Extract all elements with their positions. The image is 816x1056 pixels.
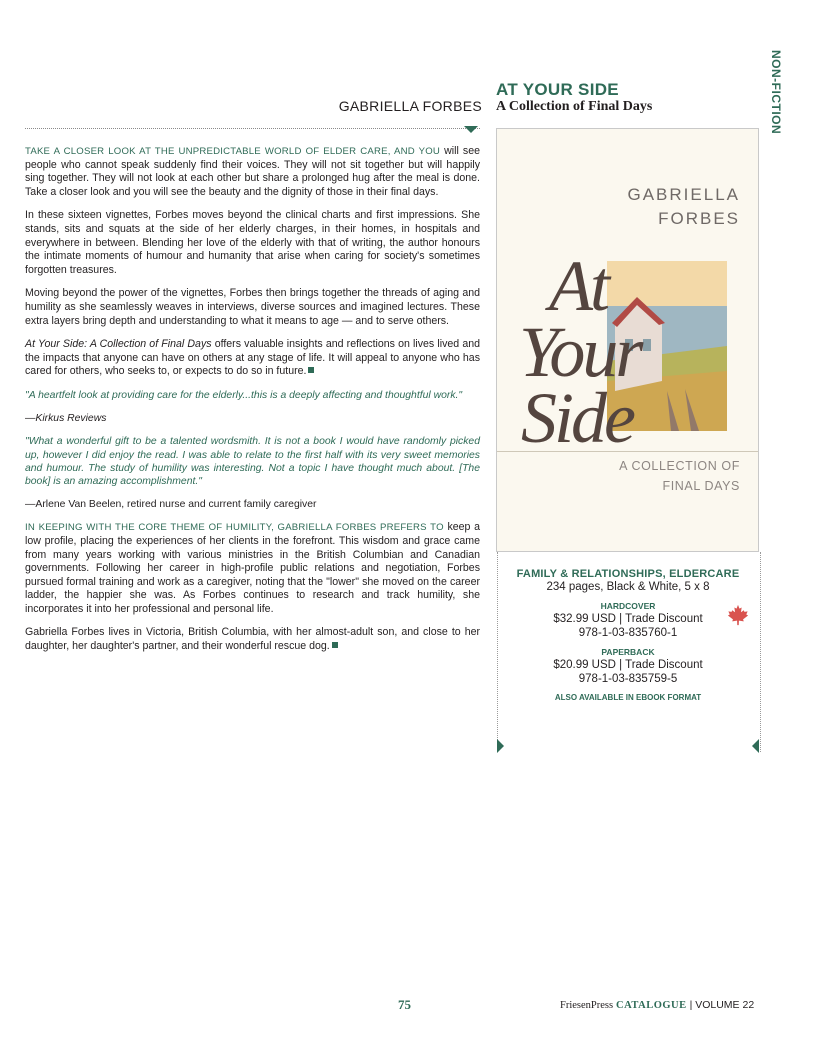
paragraph-author-bio <box>25 521 480 616</box>
paragraph-text: offers valuable insights and reflections on lives lived and the impacts that anyone can have on others at any stage of life. It will appeal to anyone who has cared for others, who seeks to, or expects to do so in future. <box>25 338 480 378</box>
review-quote-reader: "What a wonderful gift to be a talented wordsmith. It is not a book I would have randomly picked up, however I did enjoy the read. I was able to relate to the first half with its very sweet memories and humour. The study of humility was interesting. Not a topic I have thought much about. [The book] is an amazing accomplishment." <box>25 436 480 487</box>
footer-brand: FriesenPress <box>560 1000 614 1011</box>
review-attribution-reader: —Arlene Van Beelen, retired nurse and current family caregiver <box>25 499 317 511</box>
paragraph-vignettes: In these sixteen vignettes, Forbes moves beyond the clinical charts and first impressions. She stands, sits and squats at the side of her elderly charges, in their homes, in hospitals and everywhere in between. Blending her love of the elderly with that of writing, the author honours the intimate moments of humour and humanity that arise when caring for society's sometimes forgotten treasures. <box>25 209 480 276</box>
triangle-right-icon <box>497 739 504 753</box>
cover-title-word-3: Side <box>521 378 633 458</box>
cover-subtitle <box>619 456 740 496</box>
cover-subtitle-line-2: FINAL DAYS <box>662 479 740 493</box>
attribution-source: Kirkus Reviews <box>35 413 107 425</box>
paragraph-author-home <box>25 626 480 653</box>
description-column <box>25 145 480 664</box>
lead-in: TAKE A CLOSER LOOK AT THE UNPREDICTABLE WORLD OF ELDER CARE, AND YOU <box>25 146 441 157</box>
cover-subtitle-line-1: A COLLECTION OF <box>619 459 740 473</box>
paragraph-text: will see people who cannot speak suddenly find their voices. They will not sit together but will happily sing together. They will not look at each other but share a prolonged hug after the meal is done. Take a closer look and you will see the beauty and the dignity of those in their final days. <box>25 145 480 198</box>
page-count: 234 pages, Black & White, 5 x 8 <box>546 581 710 593</box>
paragraph-summary <box>25 338 480 379</box>
lead-in: IN KEEPING WITH THE CORE THEME OF HUMILITY, GABRIELLA FORBES PREFERS TO <box>25 522 444 534</box>
paperback-label: PAPERBACK <box>601 647 655 657</box>
cover-author <box>628 183 741 231</box>
attribution-dash: — <box>25 413 36 425</box>
section-label <box>768 50 798 135</box>
end-square-icon <box>332 642 338 648</box>
book-subtitle: A Collection of Final Days <box>496 99 653 114</box>
cover-rule <box>497 451 758 452</box>
dotted-divider <box>25 128 480 129</box>
paragraph-intro <box>25 145 480 199</box>
paperback-price: $20.99 USD | Trade Discount <box>553 659 703 671</box>
cover-author-last: FORBES <box>658 209 740 228</box>
footer-catalogue <box>560 999 754 1011</box>
cover-title-word-1: At <box>549 246 607 326</box>
review-attribution-kirkus <box>25 412 480 425</box>
genre: FAMILY & RELATIONSHIPS, ELDERCARE <box>516 568 740 580</box>
ebook-note: ALSO AVAILABLE IN EBOOK FORMAT <box>554 693 702 702</box>
end-square-icon <box>308 367 314 373</box>
paragraph-text: keep a low profile, placing the experiences of her clients in the forefront. This wisdom and grace came from many years working with various ministries in the British Columbian and Canadian governments. Following her career in high-profile public relations and negotiation, Forbes pursued formal training and work as a caregiver, noting that the "lower" she moved on the career ladder, the happier she was. As Forbes continues to research and track humility, she incorporates it into her professional and personal life. <box>25 521 480 615</box>
hardcover-label: HARDCOVER <box>600 601 656 611</box>
paperback-isbn: 978-1-03-835759-5 <box>578 673 678 685</box>
header-author: GABRIELLA FORBES <box>338 98 482 114</box>
cover-author-first: GABRIELLA <box>627 185 740 204</box>
footer-volume: VOLUME 22 <box>695 999 755 1011</box>
book-details <box>497 568 759 702</box>
footer-separator: | <box>689 999 693 1011</box>
page-number: 75 <box>398 997 411 1012</box>
section-label-text: NON-FICTION <box>769 50 783 135</box>
maple-leaf-icon <box>727 604 749 626</box>
book-title: AT YOUR SIDE <box>496 80 619 99</box>
book-cover <box>496 128 759 552</box>
triangle-left-icon <box>752 739 759 753</box>
book-title-inline: At Your Side: A Collection of Final Days <box>25 338 212 351</box>
hardcover-isbn: 978-1-03-835760-1 <box>578 627 678 639</box>
footer-catalogue-label: CATALOGUE <box>616 1000 687 1011</box>
review-quote-kirkus: "A heartfelt look at providing care for the elderly...this is a deeply affecting and thoughtful work." <box>25 389 463 401</box>
paragraph-threads: Moving beyond the power of the vignettes, Forbes then brings together the threads of aging and humility as she seamlessly weaves in interviews, diverse sources and imagined lectures. These extra layers bring depth and understanding to what it means to age — and to serve others. <box>25 287 480 327</box>
paragraph-text: Gabriella Forbes lives in Victoria, British Columbia, with her almost-adult son, and close to her daughter, her daughter's partner, and their wonderful rescue dog. <box>25 626 480 653</box>
hardcover-price: $32.99 USD | Trade Discount <box>553 613 703 625</box>
triangle-down-icon <box>464 126 478 133</box>
cover-title-word-2: Your <box>519 312 641 392</box>
